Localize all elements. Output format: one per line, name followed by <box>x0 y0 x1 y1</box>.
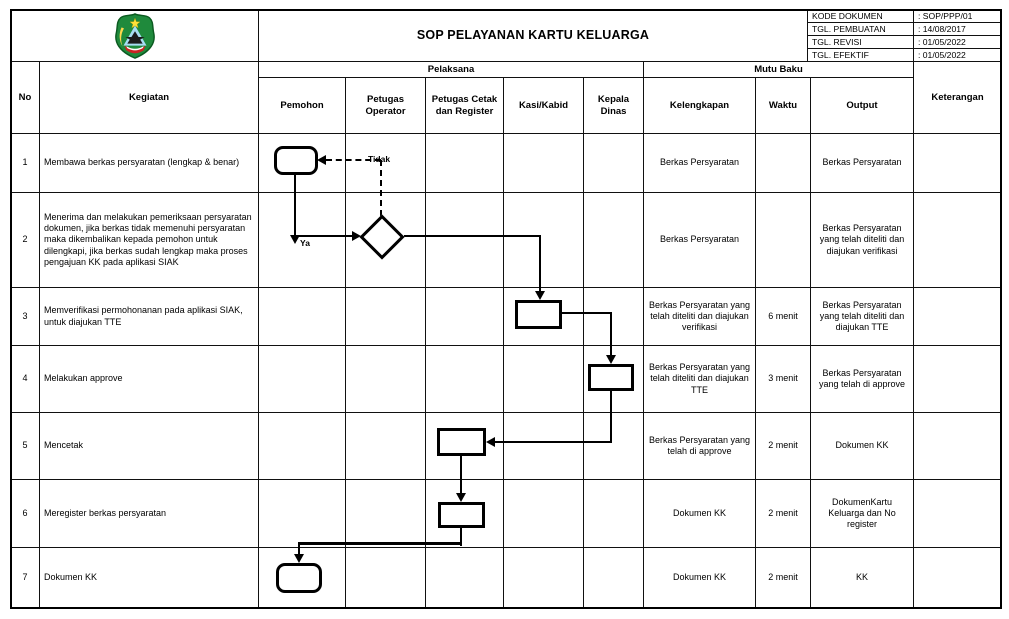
lane-cell <box>345 412 426 480</box>
end-terminator-shape <box>276 563 322 593</box>
arrow-left-icon <box>486 437 495 447</box>
row-waktu: 3 menit <box>755 345 811 413</box>
arrow-left-icon <box>317 155 326 165</box>
header-pelaksana-band: Pelaksana <box>258 61 644 78</box>
flow-line <box>460 455 462 494</box>
flow-line <box>610 390 612 443</box>
row-kelengkapan: Berkas Persyaratan <box>643 133 756 193</box>
lane-cell <box>425 287 504 346</box>
arrow-down-icon <box>456 493 466 502</box>
row-keterangan <box>913 287 1002 346</box>
header-pemohon: Pemohon <box>258 77 346 134</box>
header-output: Output <box>810 77 914 134</box>
register-process-shape <box>438 502 485 528</box>
row-kelengkapan: Dokumen KK <box>643 479 756 548</box>
row-waktu <box>755 133 811 193</box>
row-kelengkapan: Berkas Persyaratan yang telah di approve <box>643 412 756 480</box>
row-kegiatan: Mencetak <box>39 412 259 480</box>
header-waktu: Waktu <box>755 77 811 134</box>
row-output: Dokumen KK <box>810 412 914 480</box>
info-value-tgl-efektif: : 01/05/2022 <box>913 48 1002 62</box>
info-label-tgl-efektif: TGL. EFEKTIF <box>807 48 914 62</box>
sop-sheet <box>10 9 1002 609</box>
lane-cell <box>583 192 644 288</box>
header-mutu-baku-band: Mutu Baku <box>643 61 914 78</box>
row-output: KK <box>810 547 914 609</box>
header-no: No <box>10 61 40 134</box>
row-kegiatan: Dokumen KK <box>39 547 259 609</box>
header-keterangan: Keterangan <box>913 61 1002 134</box>
row-no: 4 <box>10 345 40 413</box>
lane-cell <box>503 479 584 548</box>
lane-cell <box>503 133 584 193</box>
verify-process-shape <box>515 300 562 329</box>
row-no: 2 <box>10 192 40 288</box>
lane-cell <box>258 345 346 413</box>
info-label-tgl-revisi: TGL. REVISI <box>807 35 914 49</box>
start-terminator-shape <box>274 146 318 175</box>
info-value-tgl-pembuatan: : 14/08/2017 <box>913 22 1002 36</box>
row-kelengkapan: Dokumen KK <box>643 547 756 609</box>
flow-line <box>298 542 462 545</box>
lane-cell <box>258 287 346 346</box>
info-label-tgl-pembuatan: TGL. PEMBUATAN <box>807 22 914 36</box>
row-kegiatan: Membawa berkas persyaratan (lengkap & benar) <box>39 133 259 193</box>
lane-cell <box>583 412 644 480</box>
approve-process-shape <box>588 364 634 391</box>
row-kegiatan: Meregister berkas persyaratan <box>39 479 259 548</box>
regency-emblem-icon <box>111 12 159 60</box>
info-label-kode-dokumen: KODE DOKUMEN <box>807 9 914 23</box>
row-output: Berkas Persyaratan yang telah diteliti dan diajukan TTE <box>810 287 914 346</box>
lane-cell <box>583 133 644 193</box>
row-output: Berkas Persyaratan yang telah diteliti dan diajukan verifikasi <box>810 192 914 288</box>
lane-cell <box>583 479 644 548</box>
lane-cell <box>345 345 426 413</box>
lane-cell <box>425 133 504 193</box>
row-no: 7 <box>10 547 40 609</box>
row-waktu: 2 menit <box>755 547 811 609</box>
header-kelengkapan: Kelengkapan <box>643 77 756 134</box>
lane-cell <box>258 412 346 480</box>
print-process-shape <box>437 428 486 456</box>
row-kelengkapan: Berkas Persyaratan yang telah diteliti dan diajukan verifikasi <box>643 287 756 346</box>
arrow-down-icon <box>535 291 545 300</box>
row-keterangan <box>913 133 1002 193</box>
row-keterangan <box>913 479 1002 548</box>
decision-yes-label: Ya <box>300 238 310 248</box>
row-no: 6 <box>10 479 40 548</box>
flow-line <box>404 235 541 237</box>
lane-cell <box>345 287 426 346</box>
flow-line <box>610 312 612 356</box>
lane-cell <box>345 479 426 548</box>
header-petugas-cetak-register: Petugas Cetak dan Register <box>425 77 504 134</box>
info-value-kode-dokumen: : SOP/PPP/01 <box>913 9 1002 23</box>
row-waktu: 2 menit <box>755 412 811 480</box>
row-kelengkapan: Berkas Persyaratan yang telah diteliti dan diajukan TTE <box>643 345 756 413</box>
flow-line <box>561 312 612 314</box>
row-no: 3 <box>10 287 40 346</box>
row-kegiatan: Menerima dan melakukan pemeriksaan persyaratan dokumen, jika berkas tidak memenuhi persyaratan maka dikembalikan kepada pemohon untuk dilengkapi, jika berkas sudah lengkap maka proses pengajuan KK pada aplikasi SIAK <box>39 192 259 288</box>
row-keterangan <box>913 345 1002 413</box>
row-kelengkapan: Berkas Persyaratan <box>643 192 756 288</box>
lane-cell <box>258 479 346 548</box>
lane-cell <box>503 345 584 413</box>
row-output: Berkas Persyaratan yang telah di approve <box>810 345 914 413</box>
flow-line <box>539 235 541 292</box>
row-waktu: 2 menit <box>755 479 811 548</box>
row-waktu: 6 menit <box>755 287 811 346</box>
row-output: Berkas Persyaratan <box>810 133 914 193</box>
lane-cell <box>425 547 504 609</box>
header-kasi-kabid: Kasi/Kabid <box>503 77 584 134</box>
lane-cell <box>425 192 504 288</box>
lane-cell <box>503 192 584 288</box>
arrow-down-icon <box>294 554 304 563</box>
flow-line <box>294 174 296 236</box>
arrow-down-icon <box>606 355 616 364</box>
row-keterangan <box>913 412 1002 480</box>
header-petugas-operator: Petugas Operator <box>345 77 426 134</box>
header-kegiatan: Kegiatan <box>39 61 259 134</box>
decision-no-label: Tidak <box>368 154 391 164</box>
row-kegiatan: Memverifikasi permohonanan pada aplikasi SIAK, untuk diajukan TTE <box>39 287 259 346</box>
lane-cell <box>503 412 584 480</box>
logo-cell <box>10 9 259 62</box>
row-keterangan <box>913 192 1002 288</box>
document-title: SOP PELAYANAN KARTU KELUARGA <box>258 9 808 62</box>
info-value-tgl-revisi: : 01/05/2022 <box>913 35 1002 49</box>
row-no: 1 <box>10 133 40 193</box>
row-no: 5 <box>10 412 40 480</box>
flow-dashed-line-vertical <box>380 160 382 216</box>
row-keterangan <box>913 547 1002 609</box>
lane-cell <box>583 547 644 609</box>
header-kepala-dinas: Kepala Dinas <box>583 77 644 134</box>
lane-cell <box>425 345 504 413</box>
row-waktu <box>755 192 811 288</box>
row-output: DokumenKartu Keluarga dan No register <box>810 479 914 548</box>
flow-line <box>295 235 353 237</box>
lane-cell <box>583 287 644 346</box>
lane-cell <box>345 547 426 609</box>
lane-cell <box>503 547 584 609</box>
row-kegiatan: Melakukan approve <box>39 345 259 413</box>
flow-line <box>494 441 612 443</box>
